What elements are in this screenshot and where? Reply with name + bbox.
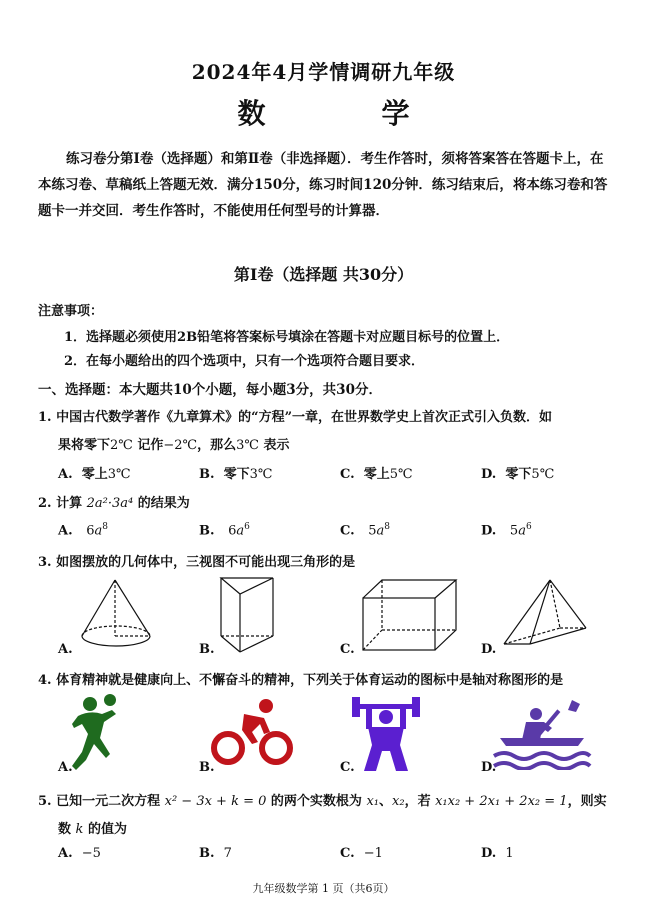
q5-condition: x₁x₂ + 2x₁ + 2x₂ = 1 (435, 794, 568, 809)
q5-option-a: A. −5 (58, 846, 101, 861)
q2-option-c: C. $5a^8$ (340, 522, 391, 539)
handball-player-icon (68, 692, 128, 772)
cuboid-figure (360, 578, 460, 654)
q4-label-a: A. (58, 760, 73, 775)
note-item-1: 1．选择题必须使用2B铅笔将答案标号填涂在答题卡对应题目标号的位置上． (64, 330, 510, 345)
q1-option-c: C. 零上5℃ (340, 467, 413, 482)
q2-expression: 2a²·3a⁴ (86, 496, 134, 511)
q1-option-a: A. 零上3℃ (58, 467, 131, 482)
subject-title: 数 学 (237, 97, 454, 130)
q5-option-d: D. 1 (481, 846, 514, 861)
q5-stem-line2: 数 k 的值为 (58, 822, 127, 837)
cone-figure (78, 578, 158, 652)
q3-label-b: B. (199, 642, 215, 657)
q3-label-d: D. (481, 642, 497, 657)
q1-stem-line1: 1. 中国古代数学著作《九章算术》的“方程”一章，在世界数学史上首次正式引入负数．如 (38, 410, 553, 425)
q1-stem-line2: 果将零下2℃ 记作−2℃，那么3℃ 表示 (58, 438, 290, 453)
triangular-prism-figure (218, 576, 278, 656)
q2-stem: 2. 计算 2a²·3a⁴ 的结果为 (38, 496, 190, 511)
q5-stem-line1: 5. 已知一元二次方程 x² − 3x + k = 0 的两个实数根为 x₁、x₂，若 x₁x₂ + 2x₁ + 2x₂ = 1，则实 (38, 794, 607, 809)
q5-equation: x² − 3x + k = 0 (164, 794, 267, 809)
q3-stem: 3. 如图摆放的几何体中，三视图不可能出现三角形的是 (38, 555, 356, 570)
q4-label-c: C. (340, 760, 355, 775)
q4-label-d: D. (481, 760, 497, 775)
note-item-2: 2．在每小题给出的四个选项中，只有一个选项符合题目要求． (64, 354, 425, 369)
q2-option-d: D. $5a^6$ (481, 522, 532, 539)
q3-label-c: C. (340, 642, 355, 657)
lying-prism-figure (500, 578, 590, 652)
exam-title: 2024年4月学情调研九年级 (191, 60, 456, 84)
q1-option-b: B. 零下3℃ (199, 467, 273, 482)
weightlifter-icon (350, 693, 422, 773)
q1-option-d: D. 零下5℃ (481, 467, 555, 482)
section-title: 第Ⅰ卷（选择题 共30分） (233, 265, 414, 284)
q5-option-c: C. −1 (340, 846, 383, 861)
q2-option-a: A. $6a^8$ (58, 522, 108, 539)
q5-option-b: B. 7 (199, 846, 232, 861)
kayaker-icon (492, 698, 592, 770)
q3-label-a: A. (58, 642, 73, 657)
q4-stem: 4. 体育精神就是健康向上、不懈奋斗的精神，下列关于体育运动的图标中是轴对称图形的是 (38, 673, 564, 688)
q4-label-b: B. (199, 760, 215, 775)
intro-paragraph: 练习卷分第Ⅰ卷（选择题）和第Ⅱ卷（非选择题）．考生作答时，须将答案答在答题卡上，在本练习卷、草稿纸上答题无效．满分150分，练习时间120分钟．练习结束后，将本练习卷和答题卡一并交回．考生作答时，不能使用任何型号的计算器． (38, 151, 608, 219)
page-footer: 九年级数学第 1 页（共6页） (252, 882, 395, 895)
q2-option-b: B. $6a^6$ (199, 522, 250, 539)
cyclist-icon (208, 698, 296, 768)
part-heading: 一、选择题：本大题共10个小题，每小题3分，共30分． (38, 382, 382, 398)
notes-heading: 注意事项： (38, 304, 104, 319)
